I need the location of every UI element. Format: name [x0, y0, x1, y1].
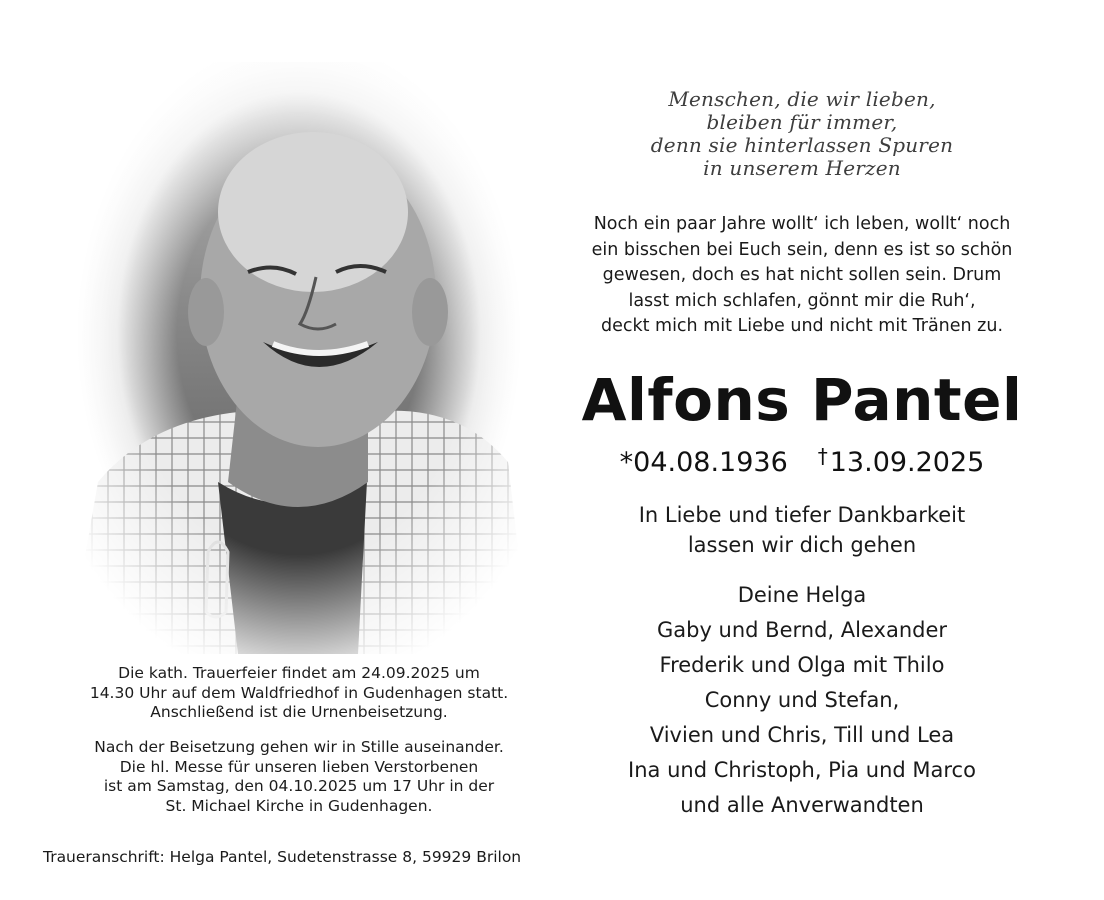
quote-line: in unserem Herzen — [703, 156, 901, 180]
mass-line: Die hl. Messe für unseren lieben Verstorbenen — [119, 757, 479, 776]
family-line: Gaby und Bernd, Alexander — [656, 618, 948, 642]
portrait-illustration — [68, 62, 530, 654]
mass-info — [40, 738, 558, 816]
poem-line: ein bisschen bei Euch sein, denn es ist so schön — [591, 239, 1013, 260]
family-line: Ina und Christoph, Pia und Marco — [628, 758, 976, 782]
poem-line: Noch ein paar Jahre wollt‘ ich leben, wollt‘ noch — [593, 214, 1011, 234]
poem-line: lasst mich schlafen, gönnt mir die Ruh‘, — [628, 290, 976, 311]
family-line: Deine Helga — [737, 583, 867, 607]
deceased-name: Alfons Pantel — [581, 366, 1023, 434]
mourning-address: Traueranschrift: Helga Pantel, Sudetenstrasse 8, 59929 Brilon — [43, 848, 522, 866]
birth-symbol: * — [619, 447, 634, 478]
life-dates — [552, 436, 1052, 483]
ceremony-line: Die kath. Trauerfeier findet am 24.09.2025 um — [118, 664, 480, 682]
thanks-line: In Liebe und tiefer Dankbarkeit — [638, 503, 966, 527]
memorial-quote — [552, 88, 1052, 180]
quote-line: denn sie hinterlassen Spuren — [650, 133, 954, 157]
mass-line: ist am Samstag, den 04.10.2025 um 17 Uhr in der — [103, 777, 495, 795]
quote-line: bleiben für immer, — [706, 110, 898, 134]
mass-line: St. Michael Kirche in Gudenhagen. — [165, 796, 433, 815]
thanks-line: lassen wir dich gehen — [687, 533, 917, 557]
birth-date: *04.08.1936 — [619, 447, 788, 478]
death-symbol: † — [817, 444, 828, 468]
quote-line: Menschen, die wir lieben, — [668, 87, 936, 111]
poem-line: gewesen, doch es hat nicht sollen sein. Drum — [602, 265, 1002, 285]
family-list — [552, 578, 1052, 823]
thanks-text — [552, 500, 1052, 560]
ceremony-line: 14.30 Uhr auf dem Waldfriedhof in Gudenhagen statt. — [89, 683, 509, 702]
portrait-photo — [68, 62, 530, 654]
mass-line: Nach der Beisetzung gehen wir in Stille auseinander. — [94, 738, 504, 756]
memorial-poem — [552, 212, 1052, 340]
poem-line: deckt mich mit Liebe und nicht mit Tränen zu. — [600, 316, 1004, 336]
family-line: Frederik und Olga mit Thilo — [659, 653, 945, 677]
family-line: Conny und Stefan, — [704, 688, 900, 712]
death-date: †13.09.2025 — [817, 444, 985, 478]
family-line: Vivien und Chris, Till und Lea — [649, 723, 955, 747]
ceremony-info — [40, 664, 558, 723]
family-line: und alle Anverwandten — [680, 793, 924, 817]
ceremony-line: Anschließend ist die Urnenbeisetzung. — [150, 703, 448, 721]
